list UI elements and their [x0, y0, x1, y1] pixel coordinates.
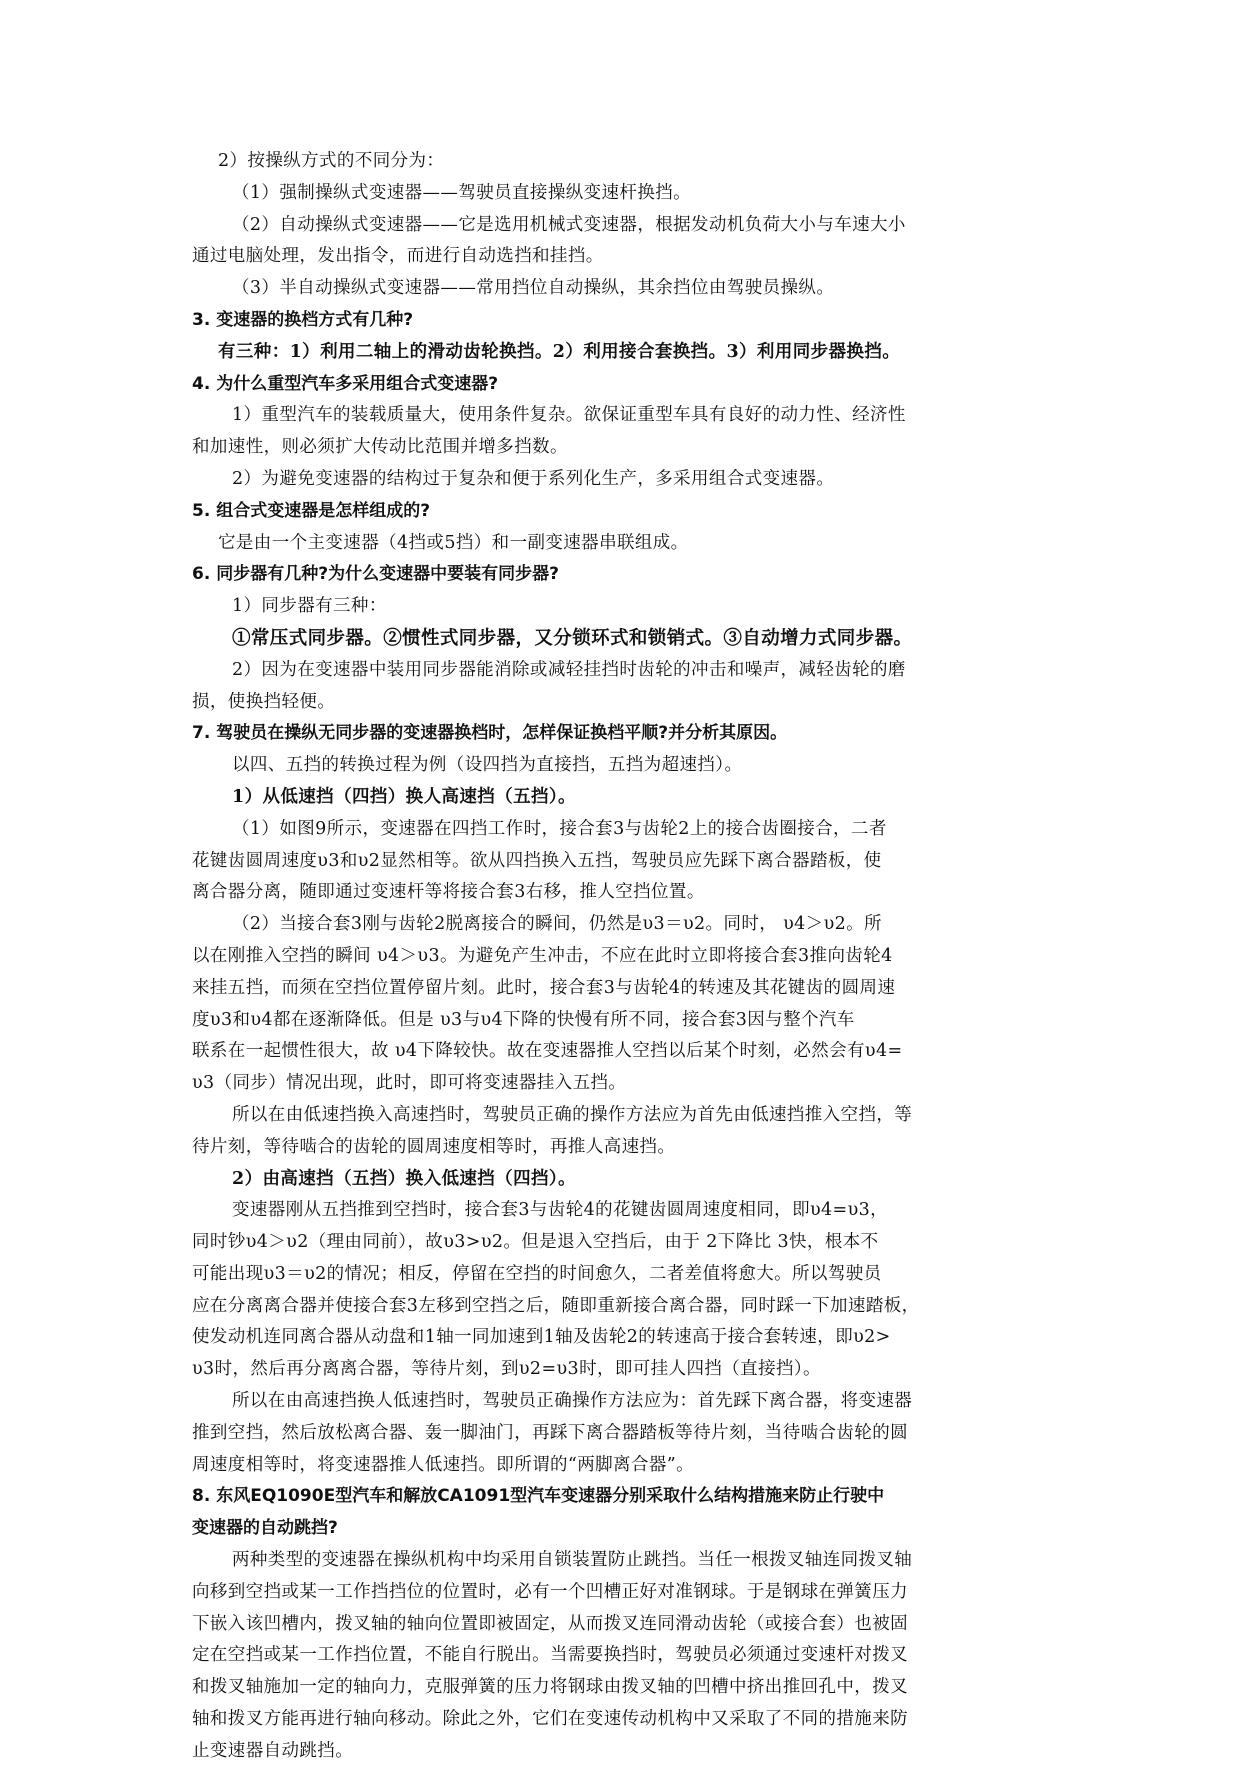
text-line: 定在空挡或某一工作挡位置，不能自行脱出。当需要换挡时，驾驶员必须通过变速杆对拨叉: [192, 1645, 908, 1666]
text-line: υ3时，然后再分离离合器，等待片刻，到υ2=υ3时，即可挂人四挡（直接挡）。: [192, 1359, 821, 1380]
text-line: 向移到空挡或某一工作挡挡位的位置时，必有一个凹槽正好对准钢球。于是钢球在弹簧压力: [192, 1581, 908, 1602]
text-line: 和加速性，则必须扩大传动比范围并增多挡数。: [192, 437, 568, 458]
section-heading: 8. 东风EQ1090E型汽车和解放CA1091型汽车变速器分别采取什么结构措施来防止行驶中: [192, 1486, 885, 1507]
text-line: （1）如图9所示，变速器在四挡工作时，接合套3与齿轮2上的接合齿圈接合，二者: [232, 818, 887, 839]
text-line: 推到空挡，然后放松离合器、轰一脚油门，再踩下离合器踏板等待片刻，当待啮合齿轮的圆: [192, 1422, 908, 1443]
section-heading: 3. 变速器的换档方式有几种?: [192, 309, 414, 330]
text-line: 2）按操纵方式的不同分为：: [218, 151, 445, 171]
text-line: 它是由一个主变速器（4挡或5挡）和一副变速器串联组成。: [218, 532, 689, 553]
text-line: 2）为避免变速器的结构过于复杂和便于系列化生产，多采用组合式变速器。: [232, 468, 835, 489]
text-line: 所以在由高速挡换人低速挡时，驾驶员正确操作方法应为：首先踩下离合器，将变速器: [232, 1391, 913, 1412]
document-page: [192, 146, 1054, 1768]
text-line: 止变速器自动跳挡。: [192, 1740, 354, 1761]
text-line: 离合器分离，随即通过变速杆等将接合套3右移，推人空挡位置。: [192, 882, 705, 903]
text-line: 1）重型汽车的装载质量大，使用条件复杂。欲保证重型车具有良好的动力性、经济性: [232, 405, 906, 426]
text-line: 下嵌入该凹槽内，拨叉轴的轴向位置即被固定，从而拨叉连同滑动齿轮（或接合套）也被固: [192, 1613, 908, 1634]
text-line: 2）因为在变速器中装用同步器能消除或减轻挂挡时齿轮的冲击和噪声，减轻齿轮的磨: [232, 659, 906, 680]
text-line: （3）半自动操纵式变速器——常用挡位自动操纵，其余挡位由驾驶员操纵。: [232, 278, 835, 299]
text-line: 花键齿圆周速度υ3和υ2显然相等。欲从四挡换入五挡，驾驶员应先踩下离合器踏板，使: [192, 850, 882, 871]
text-line: 和拨叉轴施加一定的轴向力，克服弹簧的压力将钢球由拨叉轴的凹槽中挤出推回孔中，拨叉: [192, 1677, 908, 1698]
text-line: 变速器刚从五挡推到空挡时，接合套3与齿轮4的花键齿圆周速度相同，即υ4=υ3，: [232, 1200, 889, 1221]
text-line: （2）当接合套3刚与齿轮2脱离接合的瞬间，仍然是υ3＝υ2。同时， υ4＞υ2。所: [232, 914, 882, 935]
text-line: 2）由高速挡（五挡）换入低速挡（四挡）。: [232, 1168, 576, 1189]
text-line: 待片刻，等待啮合的齿轮的圆周速度相等时，再推人高速挡。: [192, 1136, 676, 1157]
text-line: 以在刚推入空挡的瞬间 υ4＞υ3。为避免产生冲击，不应在此时立即将接合套3推向齿轮4: [192, 945, 893, 966]
text-line: 所以在由低速挡换入高速挡时，驾驶员正确的操作方法应为首先由低速挡推入空挡，等: [232, 1104, 913, 1125]
text-line: 度υ3和υ4都在逐渐降低。但是 υ3与υ4下降的快慢有所不同，接合套3因与整个汽车: [192, 1009, 855, 1030]
text-line: 有三种：1）利用二轴上的滑动齿轮换挡。2）利用接合套换挡。3）利用同步器换挡。: [218, 341, 901, 362]
section-heading: 4. 为什么重型汽车多采用组合式变速器?: [192, 373, 499, 394]
text-line: （1）强制操纵式变速器——驾驶员直接操纵变速杆换挡。: [232, 182, 692, 203]
text-line: 联系在一起惯性很大，故 υ4下降较快。故在变速器推人空挡以后某个时刻，必然会有υ4=: [192, 1041, 903, 1062]
section-heading: 变速器的自动跳挡?: [192, 1518, 338, 1539]
text-line: 以四、五挡的转换过程为例（设四挡为直接挡，五挡为超速挡）。: [232, 755, 743, 776]
text-line: 应在分离离合器并使接合套3左移到空挡之后，随即重新接合离合器，同时踩一下加速踏板，: [192, 1295, 920, 1316]
text-line: 可能出现υ3＝υ2的情况；相反，停留在空挡的时间愈久，二者差值将愈大。所以驾驶员: [192, 1263, 882, 1284]
text-line: 周速度相等时，将变速器推人低速挡。即所谓的“两脚离合器”。: [192, 1454, 694, 1475]
text-line: 轴和拨叉方能再进行轴向移动。除此之外，它们在变速传动机构中又采取了不同的措施来防: [192, 1709, 908, 1730]
text-line: 两种类型的变速器在操纵机构中均采用自锁装置防止跳挡。当任一根拨叉轴连同拨叉轴: [232, 1550, 913, 1571]
text-line: 通过电脑处理，发出指令，而进行自动选挡和挂挡。: [192, 246, 604, 267]
text-line: 来挂五挡，而须在空挡位置停留片刻。此时，接合套3与齿轮4的转速及其花键齿的圆周速: [192, 977, 896, 998]
section-heading: 5. 组合式变速器是怎样组成的?: [192, 500, 431, 521]
text-line: 1）从低速挡（四挡）换人高速挡（五挡）。: [232, 786, 576, 807]
text-line: υ3（同步）情况出现，此时，即可将变速器挂入五挡。: [192, 1073, 627, 1094]
text-line: 同时钞υ4＞υ2（理由同前），故υ3>υ2。但是退入空挡后，由于 2下降比 3快，根本不: [192, 1232, 879, 1253]
section-heading: 7. 驾驶员在操纵无同步器的变速器换档时，怎样保证换档平顺?并分析其原因。: [192, 723, 788, 744]
text-line: （2）自动操纵式变速器——它是选用机械式变速器，根据发动机负荷大小与车速大小: [232, 214, 906, 235]
text-line: 损，使换挡轻便。: [192, 691, 336, 712]
text-line: 1）同步器有三种：: [232, 596, 387, 617]
text-line: 使发动机连同离合器从动盘和1轴一同加速到1轴及齿轮2的转速高于接合套转速，即υ2>: [192, 1327, 891, 1348]
section-heading: 6. 同步器有几种?为什么变速器中要装有同步器?: [192, 564, 559, 585]
text-line: ①常压式同步器。②惯性式同步器，又分锁环式和锁销式。③自动增力式同步器。: [232, 627, 913, 649]
